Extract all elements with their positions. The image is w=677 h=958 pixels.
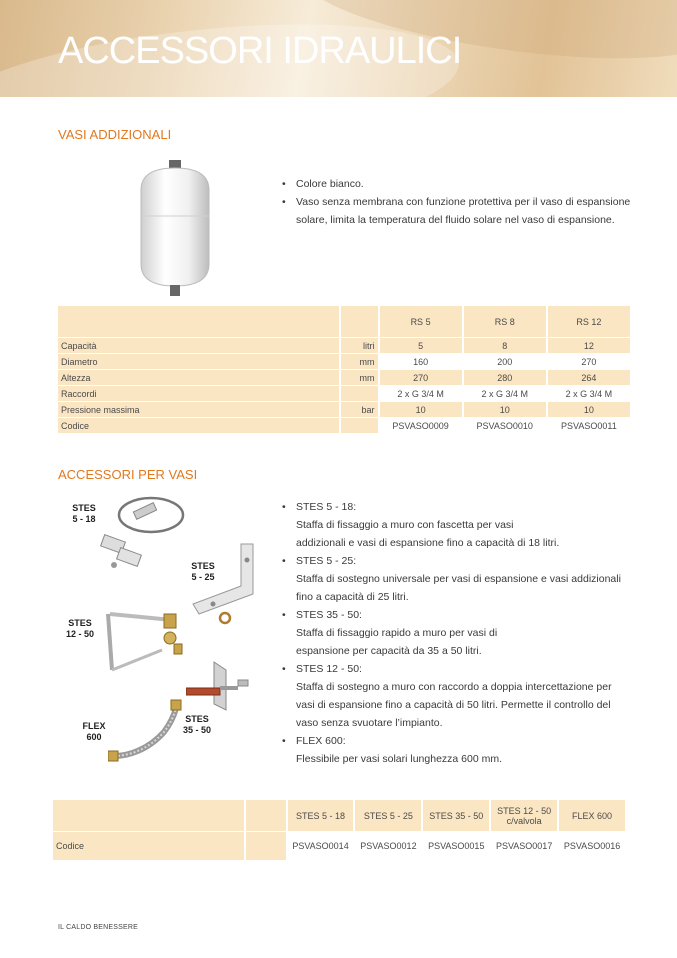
- table-corner: [246, 800, 285, 831]
- row-label: Codice: [53, 832, 244, 860]
- row-label: Pressione massima: [58, 402, 339, 417]
- cell-value: 264: [548, 370, 630, 385]
- bullet-item: • Colore bianco.: [282, 175, 632, 193]
- cell-value: PSVASO0016: [563, 841, 621, 851]
- table-row: [58, 354, 630, 369]
- accessori-list: [282, 498, 632, 768]
- column-header: STES 12 - 50 c/valvola: [491, 800, 557, 831]
- table-row: [53, 832, 625, 860]
- accessory-desc-line: addizionali e vasi di espansione fino a capacità di 18 litri.: [296, 537, 560, 549]
- caption-line: 600: [86, 732, 102, 742]
- table-row: [58, 418, 630, 433]
- cell-value: PSVASO0015: [428, 841, 485, 851]
- accessory-name: • STES 35 - 50:: [296, 609, 362, 621]
- column-header: STES 5 - 18: [288, 800, 354, 831]
- accessory-name: • STES 12 - 50:: [296, 663, 362, 675]
- caption-line: 12 - 50: [65, 629, 95, 639]
- accessory-item: [282, 552, 632, 606]
- row-unit: litri: [341, 338, 378, 353]
- caption-line: STES: [185, 714, 209, 724]
- accessory-desc-line: Staffa di fissaggio a muro con fascetta per vasi: [296, 519, 514, 531]
- bullet-item: • Vaso senza membrana con funzione protettiva per il vaso di espansione solare, limita la temperatura del fluido solare nel vaso di espansione.: [282, 193, 632, 229]
- row-label: Codice: [58, 418, 339, 433]
- cell-value: 10: [380, 402, 462, 417]
- cell-value: 2 x G 3/4 M: [397, 388, 444, 399]
- cell-value: 10: [464, 402, 546, 417]
- accessory-desc-line: Flessibile per vasi solari lunghezza 600 mm.: [296, 753, 503, 765]
- caption-line: STES: [191, 561, 215, 571]
- column-header: RS 5: [380, 306, 462, 337]
- accessory-desc-line: fino a capacità di 25 litri.: [296, 591, 409, 603]
- cell-value: 5: [380, 338, 462, 353]
- row-label: Altezza: [58, 370, 339, 385]
- column-header: STES 35 - 50: [423, 800, 489, 831]
- cell-value: 280: [464, 370, 546, 385]
- column-header: RS 12: [548, 306, 630, 337]
- stes-12-50-image: [102, 600, 197, 680]
- cell-value: 2 x G 3/4 M: [565, 388, 613, 399]
- row-unit: bar: [341, 402, 378, 417]
- row-label: Diametro: [58, 354, 339, 369]
- cell-value: PSVASO0012: [360, 841, 417, 851]
- row-unit: [341, 386, 378, 401]
- cell-value: PSVASO0014: [292, 841, 349, 851]
- cell-value: 10: [548, 402, 630, 417]
- cell-value: PSVASO0017: [495, 841, 553, 851]
- cell-value: 200: [497, 356, 513, 367]
- cell-value: 12: [548, 338, 630, 353]
- row-unit: mm: [341, 370, 378, 385]
- accessory-item: [282, 498, 632, 552]
- table-corner: [341, 306, 378, 337]
- cell-value: 160: [413, 356, 429, 367]
- table-row: [58, 386, 630, 401]
- accessory-item: [282, 606, 632, 660]
- table-row: [58, 370, 630, 385]
- flex-600-image: [108, 698, 184, 768]
- table-corner: [53, 800, 244, 831]
- cell-value: 8: [464, 338, 546, 353]
- row-unit: [341, 418, 378, 433]
- accessory-name: • FLEX 600:: [296, 735, 346, 747]
- row-label: Raccordi: [58, 386, 339, 401]
- row-unit: [246, 832, 285, 860]
- table-row: [58, 338, 630, 353]
- accessory-name: • STES 5 - 25:: [296, 555, 357, 567]
- table-corner: [58, 306, 339, 337]
- cell-value: PSVASO0009: [392, 420, 449, 431]
- page-footer: IL CALDO BENESSERE: [58, 924, 138, 931]
- page-title: ACCESSORI IDRAULICI: [58, 30, 462, 72]
- cell-value: 270: [581, 356, 597, 367]
- column-header: STES 5 - 25: [355, 800, 421, 831]
- caption-line: 5 - 25: [191, 572, 215, 582]
- accessory-item: [282, 660, 632, 732]
- accessory-desc-line: Staffa di fissaggio rapido a muro per vasi di: [296, 627, 498, 639]
- accessori-code-table: [51, 799, 627, 861]
- table-row: [58, 402, 630, 417]
- accessory-name: • STES 5 - 18:: [296, 501, 357, 513]
- row-label: Capacità: [58, 338, 339, 353]
- vasi-bullets: [282, 175, 632, 229]
- caption-line: STES: [68, 618, 92, 628]
- caption-line: FLEX: [82, 721, 106, 731]
- cell-value: 2 x G 3/4 M: [481, 388, 528, 399]
- cell-value: PSVASO0011: [561, 420, 617, 431]
- stes-5-18-image: [96, 493, 196, 578]
- accessory-desc-line: Staffa di sostegno universale per vasi di espansione e vasi addizionali: [296, 573, 621, 585]
- section-title-vasi: VASI ADDIZIONALI: [58, 127, 172, 142]
- accessory-desc-line: vasi di espansione fino a capacità di 50 litri. Permette il controllo del: [296, 699, 611, 711]
- header-banner: [0, 0, 677, 97]
- cell-value: 270: [380, 370, 462, 385]
- cell-value: PSVASO0010: [476, 420, 533, 431]
- caption-line: 5 - 18: [72, 514, 96, 524]
- accessory-desc-line: espansione per capacità da 35 a 50 litri.: [296, 645, 482, 657]
- caption-line: STES: [72, 503, 96, 513]
- vasi-spec-table: [56, 305, 632, 434]
- section-title-accessori: ACCESSORI PER VASI: [58, 467, 198, 482]
- caption-stes-12-50: [59, 618, 101, 640]
- accessory-desc-line: vaso senza svuotare l’impianto.: [296, 717, 443, 729]
- accessory-desc-line: Staffa di sostegno a muro con raccordo a doppia intercettazione per: [296, 681, 612, 693]
- caption-line: 35 - 50: [182, 725, 212, 735]
- column-header: FLEX 600: [559, 800, 625, 831]
- accessory-item: [282, 732, 632, 768]
- expansion-vessel-image: [135, 160, 215, 298]
- row-unit: mm: [341, 354, 378, 369]
- stes-35-50-image: [186, 660, 256, 715]
- column-header: RS 8: [464, 306, 546, 337]
